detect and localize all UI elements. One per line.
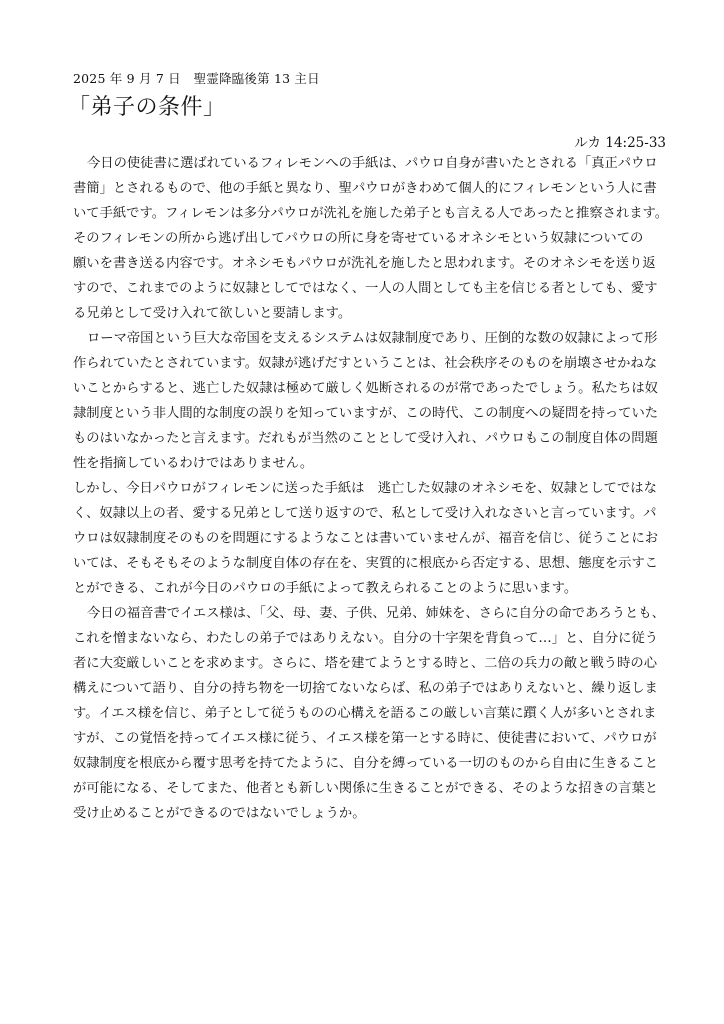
paragraph xyxy=(73,151,671,326)
text-line: いて手紙です。フィレモンは多分パウロが洗礼を施した弟子とも言える人であったと推察されます。 xyxy=(73,206,669,221)
text-line: いことからすると、逃亡した奴隷は極めて厳しく処断されるのが常であったでしょう。私たちは奴 xyxy=(73,381,658,396)
text-line: 今日の使徒書に選ばれているフィレモンへの手紙は、パウロ自身が書いたとされる「真正パウロ xyxy=(87,156,658,171)
text-line: そのフィレモンの所から逃げ出してパウロの所に身を寄せているオネシモという奴隷についての xyxy=(73,231,644,246)
dateline: 2025 年 9 月 7 日 聖霊降臨後第 13 主日 xyxy=(73,71,320,86)
sermon-title: 「弟子の条件」 xyxy=(68,95,226,120)
text-line: とができる、これが今日のパウロの手紙によって教えられることのように思います。 xyxy=(73,581,578,596)
text-line: ものはいなかったと言えます。だれもが当然のこととして受け入れ、パウロもこの制度自体の問題 xyxy=(73,431,658,446)
text-line: 作られていたとされています。奴隷が逃げだすということは、社会秩序そのものを崩壊させかねな xyxy=(73,356,657,371)
text-line: 者に大変厳しいことを求めます。さらに、塔を建てようとする時と、二倍の兵力の敵と戦う時の心 xyxy=(73,656,657,671)
text-line: 願いを書き送る内容です。オネシモもパウロが洗礼を施したと思われます。そのオネシモを送り返 xyxy=(73,256,656,271)
text-line: これを憎まないなら、わたしの弟子ではありえない。自分の十字架を背負って…」と、自分に従う xyxy=(73,631,659,646)
text-line: 隷制度という非人間的な制度の誤りを知っていますが、この時代、この制度への疑問を持っていた xyxy=(73,406,659,421)
text-line: しかし、今日パウロがフィレモンに送った手紙は 逃亡した奴隷のオネシモを、奴隷としてではな xyxy=(73,481,657,496)
sermon-body xyxy=(73,151,671,826)
scripture-reference: ルカ 14:25-33 xyxy=(574,135,666,151)
paragraph xyxy=(73,476,671,601)
text-line: ウロは奴隷制度そのものを問題にするようなことは書いていませんが、福音を信じ、従うことにお xyxy=(73,531,659,546)
text-line: 構えについて語り、自分の持ち物を一切捨てないならば、私の弟子ではありえないと、繰り返しま xyxy=(73,681,658,696)
paragraph xyxy=(73,601,671,826)
text-line: く、奴隷以上の者、愛する兄弟として送り返すので、私として受け入れなさいと言っています。パ xyxy=(73,506,657,521)
text-line: が可能になる、そしてまた、他者とも新しい関係に生きることができる、そのような招きの言葉と xyxy=(73,781,659,796)
text-line: ローマ帝国という巨大な帝国を支えるシステムは奴隷制度であり、圧倒的な数の奴隷によって形 xyxy=(87,331,658,346)
text-line: る兄弟として受け入れて欲しいと要請します。 xyxy=(73,306,352,321)
text-line: 今日の福音書でイエス様は、「父、母、妻、子供、兄弟、姉妹を、さらに自分の命であろうとも、 xyxy=(87,606,665,621)
text-line: 奴隷制度を根底から覆す思考を持てたように、自分を縛っている一切のものから自由に生きること xyxy=(73,756,659,771)
text-line: いては、そもそもそのような制度自体の存在を、実質的に根底から否定する、思想、態度を示すこ xyxy=(73,556,659,571)
text-line: 書簡」とされるもので、他の手紙と異なり、聖パウロがきわめて個人的にフィレモンという人に書 xyxy=(73,181,657,196)
text-line: 受け止めることができるのではないでしょうか。 xyxy=(73,806,366,821)
text-line: す。イエス様を信じ、弟子として従うものの心構えを語るこの厳しい言葉に躓く人が多いとされま xyxy=(73,706,657,721)
text-line: 性を指摘しているわけではありません。 xyxy=(73,456,314,471)
text-line: すが、この覚悟を持ってイエス様に従う、イエス様を第一とする時に、使徒書において、パウロが xyxy=(73,731,657,746)
paragraph xyxy=(73,326,671,476)
text-line: すので、これまでのように奴隷としてではなく、一人の人間としても主を信じる者としても、愛す xyxy=(73,281,658,296)
